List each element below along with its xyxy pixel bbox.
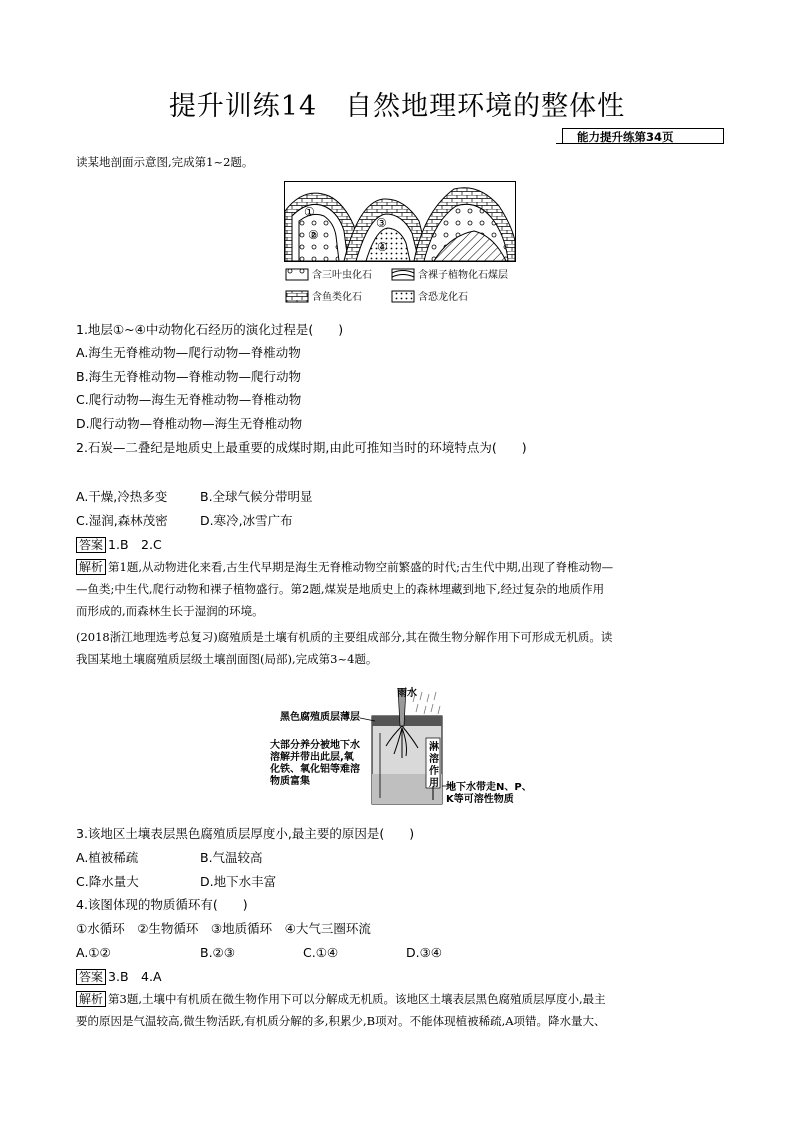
layer-label-4: ④ bbox=[377, 240, 388, 254]
layer-label-2: ② bbox=[308, 228, 319, 242]
answer-label: 答案 bbox=[76, 537, 106, 553]
q1-option-c: C.爬行动物—海生无脊椎动物—脊椎动物 bbox=[76, 392, 302, 407]
intro-text-1: 读某地剖面示意图,完成第1~2题。 bbox=[76, 155, 254, 169]
q1-option-b: B.海生无脊椎动物—脊椎动物—爬行动物 bbox=[76, 369, 302, 384]
q3-option-b: B.气温较高 bbox=[200, 850, 263, 865]
leaching-label bbox=[428, 742, 440, 790]
analysis-2-line-2: 要的原因是气温较高,微生物活跃,有机质分解的多,积累少,B项对。不能体现植被稀疏,A项错。降水量大、 bbox=[76, 1014, 606, 1028]
humus-layer bbox=[372, 716, 442, 726]
nutrient-note-line-3: 化铁、氧化铝等难溶 bbox=[270, 764, 360, 775]
nutrient-note-line-2: 溶解并带出此层,氧 bbox=[270, 752, 354, 763]
layer-label-3: ③ bbox=[376, 216, 387, 230]
q4-option-d: D.③④ bbox=[406, 945, 443, 960]
leach-char-4: 用 bbox=[429, 778, 439, 789]
soil-profile-figure bbox=[270, 688, 560, 808]
nutrient-note-line-4: 物质富集 bbox=[270, 776, 310, 787]
legend-label-fish: 含鱼类化石 bbox=[312, 292, 362, 303]
intro-text-2 bbox=[76, 626, 726, 670]
q4-option-a: A.①② bbox=[76, 945, 111, 960]
question-1-stem: 1.地层①~④中动物化石经历的演化过程是( ) bbox=[76, 322, 344, 337]
q2-option-a: A.干燥,冷热多变 bbox=[76, 489, 168, 504]
page-reference-tag: 能力提升练第34页 bbox=[562, 128, 724, 144]
q2-option-b: B.全球气候分带明显 bbox=[200, 489, 313, 504]
intro-2-line-1: (2018浙江地理选考总复习)腐殖质是土壤有机质的主要组成部分,其在微生物分解作用下可形成无机质。读 bbox=[76, 630, 613, 644]
geologic-profile-figure bbox=[284, 181, 516, 306]
legend-swatch-fish bbox=[286, 291, 308, 302]
answer-block-1 bbox=[76, 537, 162, 553]
analysis-block-2 bbox=[76, 988, 726, 1032]
q1-option-a: A.海生无脊椎动物—爬行动物—脊椎动物 bbox=[76, 345, 301, 360]
analysis-block-1 bbox=[76, 556, 726, 622]
q1-option-d: D.爬行动物—脊椎动物—海生无脊椎动物 bbox=[76, 416, 303, 431]
q4-option-b: B.②③ bbox=[200, 945, 235, 960]
answer-text-1: 1.B 2.C bbox=[108, 537, 162, 552]
rain-label: 雨水 bbox=[397, 688, 417, 699]
q3-option-a: A.植被稀疏 bbox=[76, 850, 139, 865]
legend-label-coal: 含裸子植物化石煤层 bbox=[418, 270, 508, 281]
layer-label-1: ① bbox=[304, 205, 315, 219]
leach-char-1: 淋 bbox=[429, 742, 439, 753]
analysis-2-line-1: 第3题,土壤中有机质在微生物作用下可以分解成无机质。该地区土壤表层黑色腐殖质层厚度小,最主 bbox=[108, 992, 606, 1006]
leach-char-2: 溶 bbox=[429, 754, 439, 765]
answer-block-2 bbox=[76, 969, 162, 985]
analysis-label-2: 解析 bbox=[76, 991, 106, 1007]
question-3-stem: 3.该地区土壤表层黑色腐殖质层厚度小,最主要的原因是( ) bbox=[76, 826, 415, 841]
q3-option-d: D.地下水丰富 bbox=[200, 874, 277, 889]
groundwater-note-line-2: K等可溶性物质 bbox=[446, 794, 514, 805]
answer-label-2: 答案 bbox=[76, 969, 106, 985]
legend-swatch-dinosaur bbox=[392, 291, 414, 302]
analysis-1-line-1: 第1题,从动物进化来看,古生代早期是海生无脊椎动物空前繁盛的时代;古生代中期,出现了脊椎动物— bbox=[108, 560, 614, 574]
geologic-profile-svg bbox=[284, 181, 516, 306]
intro-2-line-2: 我国某地土壤腐殖质层级土壤剖面图(局部),完成第3~4题。 bbox=[76, 652, 378, 666]
question-4-stem: 4.该图体现的物质循环有( ) bbox=[76, 897, 248, 912]
leach-char-3: 作 bbox=[429, 766, 439, 777]
legend-label-trilobite: 含三叶虫化石 bbox=[312, 270, 372, 281]
groundwater-note bbox=[446, 782, 532, 806]
analysis-1-line-3: 而形成的,而森林生长于湿润的环境。 bbox=[76, 604, 264, 618]
nutrient-note-line-1: 大部分养分被地下水 bbox=[270, 740, 360, 751]
q3-option-c: C.降水量大 bbox=[76, 874, 139, 889]
q4-items: ①水循环 ②生物循环 ③地质循环 ④大气三圈环流 bbox=[76, 921, 371, 936]
page-title: 提升训练14 自然地理环境的整体性 bbox=[168, 91, 626, 122]
groundwater-note-line-1: 地下水带走N、P、 bbox=[446, 782, 532, 793]
humus-thin-layer-label: 黑色腐殖质层薄层 bbox=[280, 712, 360, 723]
q4-option-c: C.①④ bbox=[303, 945, 339, 960]
q2-option-d: D.寒冷,冰雪广布 bbox=[200, 513, 293, 528]
legend-swatch-trilobite bbox=[286, 269, 308, 280]
answer-text-2: 3.B 4.A bbox=[108, 969, 162, 984]
nutrient-leach-note bbox=[270, 740, 370, 788]
analysis-label: 解析 bbox=[76, 559, 106, 575]
q2-option-c: C.湿润,森林茂密 bbox=[76, 513, 168, 528]
question-2-stem: 2.石炭—二叠纪是地质史上最重要的成煤时期,由此可推知当时的环境特点为( ) bbox=[76, 440, 527, 455]
analysis-1-line-2: —鱼类;中生代,爬行动物和裸子植物盛行。第2题,煤炭是地质史上的森林埋藏到地下,经过复杂的地质作用 bbox=[76, 582, 605, 596]
legend-label-dinosaur: 含恐龙化石 bbox=[418, 292, 468, 303]
